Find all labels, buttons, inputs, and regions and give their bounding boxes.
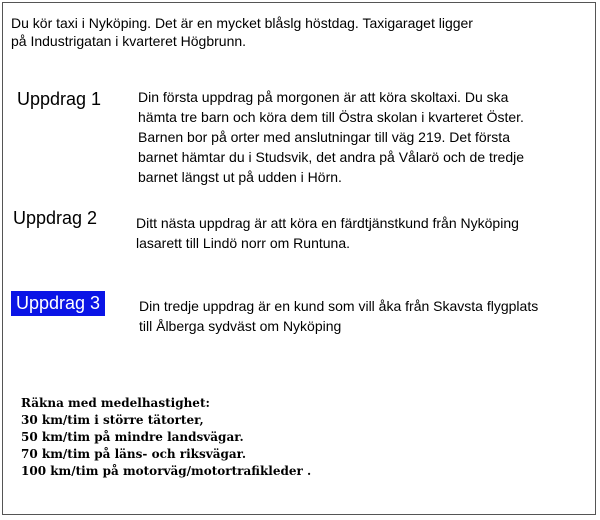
assignment-3-heading[interactable]: Uppdrag 3: [11, 291, 105, 316]
text-line: Ditt nästa uppdrag är att köra en färdtjänstkund från Nyköping: [136, 215, 519, 231]
text-line: Barnen bor på orter med anslutningar till väg 219. Det första: [138, 129, 510, 145]
text-line: barnet hämtar du i Studsvik, det andra på Vålarö och de tredje: [138, 149, 525, 165]
text-line: barnet längst ut på udden i Hörn.: [138, 169, 342, 185]
speed-rule: 30 km/tim i större tätorter,: [21, 413, 204, 427]
speed-rule: 100 km/tim på motorväg/motortrafikleder .: [21, 464, 312, 478]
intro-line: Du kör taxi i Nyköping. Det är en mycket blåslg höstdag. Taxigaraget ligger: [11, 15, 473, 31]
speed-rule: 50 km/tim på mindre landsvägar.: [21, 430, 244, 444]
assignment-3-text: [139, 296, 584, 336]
assignment-1-text: [138, 87, 578, 187]
speed-rules-title: Räkna med medelhastighet:: [21, 396, 210, 410]
text-line: lasarett till Lindö norr om Runtuna.: [136, 235, 350, 251]
text-line: Din första uppdrag på morgonen är att köra skoltaxi. Du ska: [138, 89, 509, 105]
speed-rules: [21, 395, 441, 480]
speed-rule: 70 km/tim på läns- och riksvägar.: [21, 447, 247, 461]
text-line: Din tredje uppdrag är en kund som vill åka från Skavsta flygplats: [139, 298, 539, 314]
text-line: till Ålberga sydväst om Nyköping: [139, 318, 342, 334]
intro-text: [11, 14, 571, 50]
assignment-2-text: [136, 213, 576, 253]
assignment-2-heading[interactable]: Uppdrag 2: [13, 208, 98, 228]
document-frame: [2, 2, 596, 515]
assignment-1-heading[interactable]: Uppdrag 1: [17, 89, 102, 109]
intro-line: på Industrigatan i kvarteret Högbrunn.: [11, 33, 247, 49]
text-line: hämta tre barn och köra dem till Östra skolan i kvarteret Öster.: [138, 109, 524, 125]
